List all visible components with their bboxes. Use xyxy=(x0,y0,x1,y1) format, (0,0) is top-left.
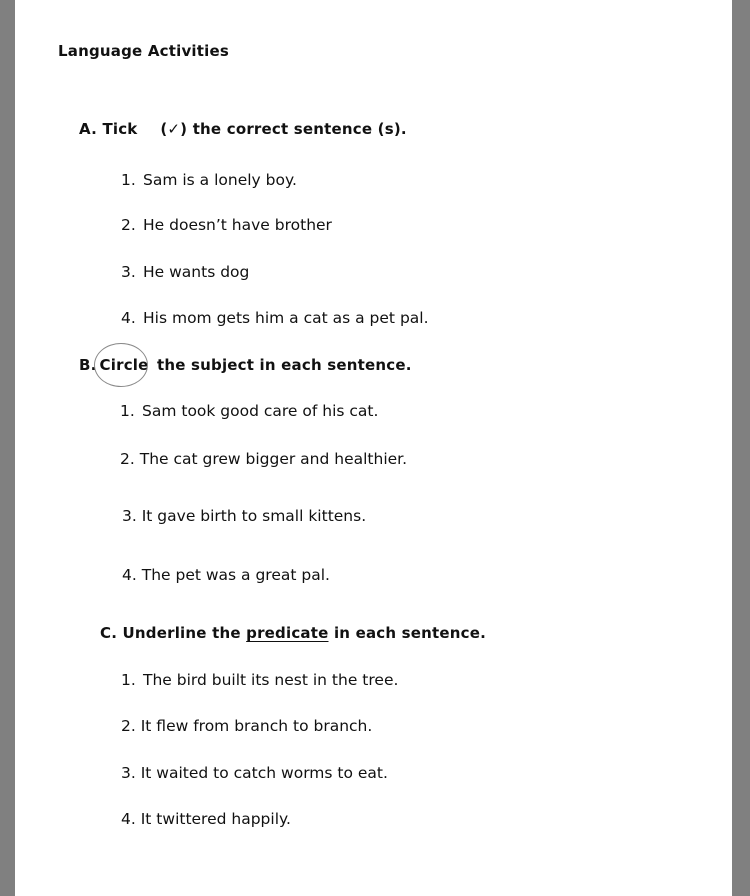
list-item xyxy=(121,308,429,328)
section-c-suffix: in each sentence. xyxy=(333,624,487,642)
item-text: The pet was a great pal. xyxy=(141,566,330,584)
item-number: 2. xyxy=(121,216,136,234)
item-text: He doesn’t have brother xyxy=(143,216,332,234)
section-a-heading xyxy=(79,119,407,139)
item-text: Sam took good care of his cat. xyxy=(142,402,379,420)
list-item xyxy=(121,215,332,235)
item-number: 2. xyxy=(121,717,136,735)
item-number: 1. xyxy=(121,171,136,189)
item-text: His mom gets him a cat as a pet pal. xyxy=(143,309,429,327)
circle-keyword xyxy=(97,355,152,375)
list-item xyxy=(122,565,330,585)
section-b-suffix: the subject in each sentence. xyxy=(156,356,412,374)
item-text: The bird built its nest in the tree. xyxy=(143,671,399,689)
item-number: 2. xyxy=(120,450,135,468)
item-text: The cat grew bigger and healthier. xyxy=(139,450,408,468)
item-number: 3. xyxy=(122,507,137,525)
item-text: It waited to catch worms to eat. xyxy=(140,764,388,782)
list-item xyxy=(122,506,366,526)
section-c-prefix: Underline the xyxy=(122,624,241,642)
list-item xyxy=(121,670,398,690)
section-b-heading xyxy=(79,355,412,375)
list-item xyxy=(121,716,372,736)
underline-keyword: predicate xyxy=(246,624,329,642)
item-text: It flew from branch to branch. xyxy=(140,717,373,735)
item-number: 4. xyxy=(122,566,137,584)
section-a-letter: A. xyxy=(79,120,97,138)
worksheet-page xyxy=(15,0,732,896)
list-item xyxy=(120,449,407,469)
section-a-suffix: the correct sentence (s). xyxy=(192,120,407,138)
item-number: 1. xyxy=(120,402,135,420)
item-text: He wants dog xyxy=(143,263,250,281)
item-number: 4. xyxy=(121,810,136,828)
item-text: Sam is a lonely boy. xyxy=(143,171,297,189)
section-c-heading xyxy=(100,623,486,643)
item-number: 1. xyxy=(121,671,136,689)
item-number: 3. xyxy=(121,263,136,281)
list-item xyxy=(121,763,388,783)
section-c-letter: C. xyxy=(100,624,118,642)
item-number: 4. xyxy=(121,309,136,327)
tick-mark-symbol: (✓) xyxy=(160,120,188,138)
item-text: It twittered happily. xyxy=(140,810,291,828)
item-text: It gave birth to small kittens. xyxy=(141,507,367,525)
item-number: 3. xyxy=(121,764,136,782)
section-b-letter: B. xyxy=(79,356,97,374)
list-item xyxy=(121,170,297,190)
list-item xyxy=(121,809,291,829)
circle-keyword-text: Circle xyxy=(99,356,149,374)
page-title: Language Activities xyxy=(58,42,229,60)
list-item xyxy=(121,262,249,282)
list-item xyxy=(120,401,378,421)
section-a-prefix: Tick xyxy=(102,120,138,138)
